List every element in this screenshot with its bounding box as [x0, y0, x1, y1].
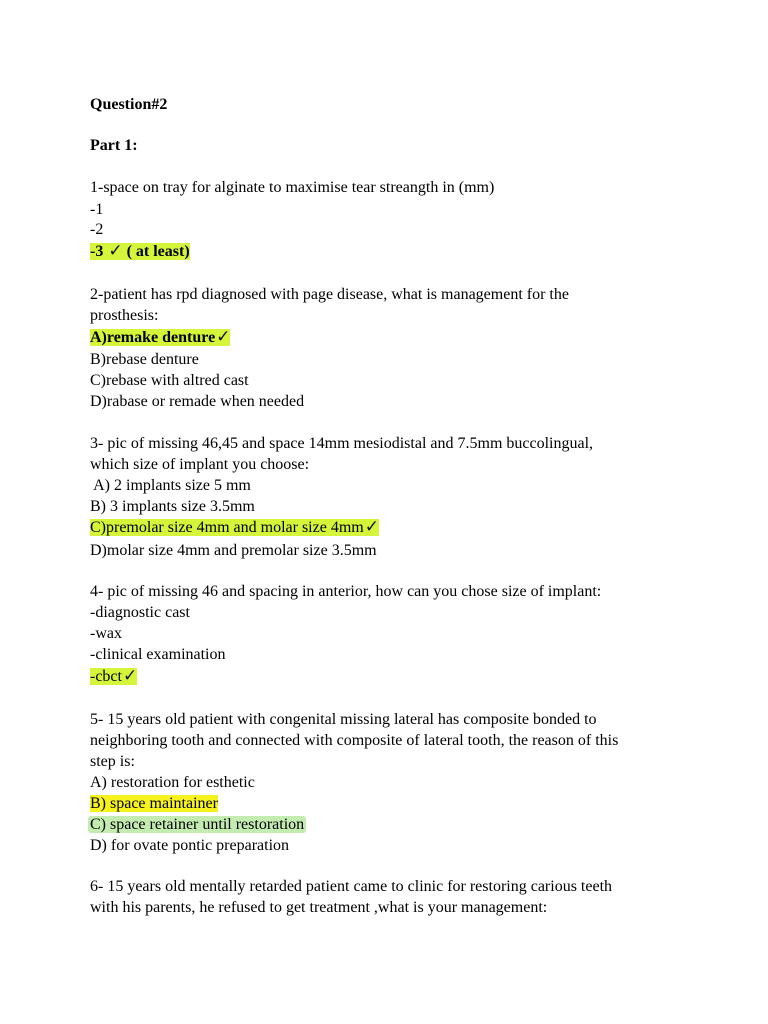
- q4-option-1: -diagnostic cast: [90, 604, 190, 621]
- q5-option-a: A) restoration for esthetic: [90, 774, 255, 791]
- part-heading: Part 1:: [90, 137, 138, 154]
- q3-option-d: D)molar size 4mm and premolar size 3.5mm: [90, 542, 377, 559]
- q4-stem: 4- pic of missing 46 and spacing in anterior, how can you chose size of implant:: [90, 583, 602, 600]
- q2-option-a-label: A)remake denture: [90, 329, 216, 346]
- q5-stem-line-1: 5- 15 years old patient with congenital missing lateral has composite bonded to: [90, 711, 597, 728]
- q3-stem-line-2: which size of implant you choose:: [90, 456, 310, 473]
- check-mark-icon: ✓: [364, 517, 379, 537]
- check-mark-icon: ✓: [216, 327, 231, 347]
- q1-option-1: -1: [90, 201, 104, 218]
- check-mark-icon: ✓: [108, 241, 123, 261]
- q3-option-a: A) 2 implants size 5 mm: [90, 477, 251, 494]
- q4-option-2: -wax: [90, 625, 122, 642]
- q4-option-4-label: -cbct: [90, 668, 122, 685]
- q1-option-3-label: -3: [90, 243, 104, 260]
- q5-option-c: [90, 815, 306, 835]
- q3-option-c-answer: [90, 518, 379, 538]
- q3-stem-line-1: 3- pic of missing 46,45 and space 14mm mesiodistal and 7.5mm buccolingual,: [90, 435, 594, 452]
- q2-option-c: C)rebase with altred cast: [90, 372, 249, 389]
- q1-option-3-answer: [90, 242, 190, 262]
- q1-stem: 1-space on tray for alginate to maximise tear streangth in (mm): [90, 179, 495, 196]
- q3-option-c-label: C)premolar size 4mm and molar size 4mm: [90, 519, 364, 536]
- q2-option-a-answer: [90, 328, 230, 348]
- q2-stem-line-1: 2-patient has rpd diagnosed with page disease, what is management for the: [90, 286, 569, 303]
- q2-stem-line-2: prosthesis:: [90, 307, 159, 324]
- q5-option-b: [90, 794, 218, 814]
- q6-stem-line-1: 6- 15 years old mentally retarded patient came to clinic for restoring carious teeth: [90, 878, 613, 895]
- q4-option-3: -clinical examination: [90, 646, 226, 663]
- q3-option-b: B) 3 implants size 3.5mm: [90, 498, 255, 515]
- q4-option-4-answer: [90, 667, 137, 687]
- q5-option-b-label: B) space maintainer: [90, 795, 218, 812]
- q2-option-d: D)rabase or remade when needed: [90, 393, 305, 410]
- q5-stem-line-2: neighboring tooth and connected with composite of lateral tooth, the reason of this: [90, 732, 619, 749]
- q1-option-3-note: ( at least): [126, 243, 190, 260]
- question-title: Question#2: [90, 96, 168, 113]
- q2-option-b: B)rebase denture: [90, 351, 199, 368]
- q5-option-d: D) for ovate pontic preparation: [90, 837, 290, 854]
- q6-stem-line-2: with his parents, he refused to get treatment ,what is your management:: [90, 899, 548, 916]
- q5-option-c-label: C) space retainer until restoration: [90, 816, 305, 833]
- q5-stem-line-3: step is:: [90, 753, 135, 770]
- q1-option-2: -2: [90, 221, 104, 238]
- check-mark-icon: ✓: [122, 666, 138, 686]
